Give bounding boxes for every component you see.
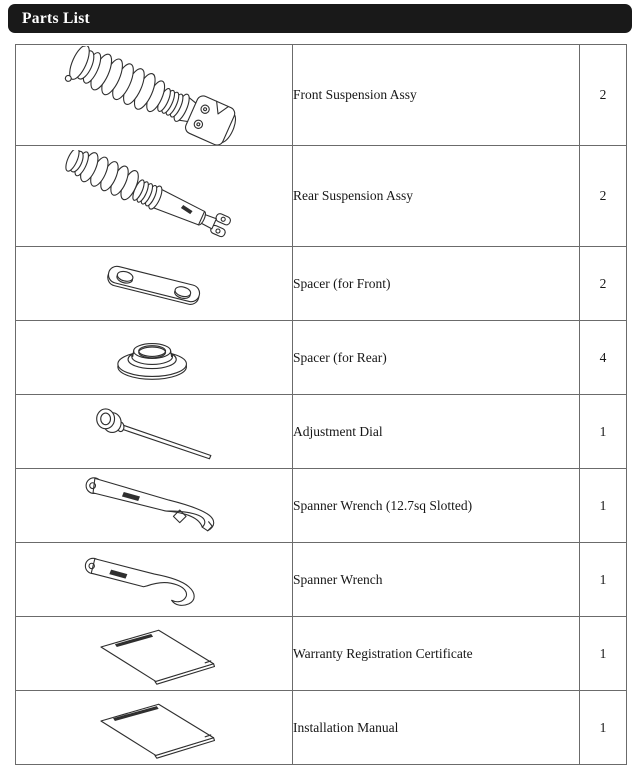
table-row [16,247,627,321]
table-row [16,45,627,146]
part-qty: 4 [580,321,627,395]
warranty-certificate-illustration [84,620,224,687]
part-image-cell [16,691,293,765]
part-image-cell [16,321,293,395]
front-spacer-illustration [84,256,224,312]
part-name: Front Suspension Assy [293,45,580,146]
installation-manual-illustration [84,694,224,761]
part-image-cell [16,247,293,321]
table-row [16,691,627,765]
part-qty: 2 [580,247,627,321]
part-name: Adjustment Dial [293,395,580,469]
part-name: Rear Suspension Assy [293,146,580,247]
parts-table [15,44,627,765]
part-name: Spanner Wrench [293,543,580,617]
part-name: Warranty Registration Certificate [293,617,580,691]
part-image-cell [16,395,293,469]
table-row [16,469,627,543]
part-image-cell [16,45,293,146]
part-name: Spanner Wrench (12.7sq Slotted) [293,469,580,543]
table-row [16,146,627,247]
slotted-spanner-wrench-illustration [75,472,233,539]
table-row [16,543,627,617]
part-qty: 2 [580,146,627,247]
part-qty: 2 [580,45,627,146]
part-qty: 1 [580,617,627,691]
hook-spanner-wrench-illustration [75,546,233,613]
part-qty: 1 [580,543,627,617]
part-qty: 1 [580,469,627,543]
table-row [16,395,627,469]
page-title: Parts List [22,9,91,27]
part-image-cell [16,146,293,247]
part-qty: 1 [580,691,627,765]
part-qty: 1 [580,395,627,469]
parts-list-header [8,4,632,33]
part-image-cell [16,469,293,543]
table-row [16,321,627,395]
rear-spacer-illustration [98,326,210,389]
front-suspension-assy-illustration [48,46,260,145]
table-row [16,617,627,691]
adjustment-dial-illustration [81,401,227,463]
part-name: Spacer (for Front) [293,247,580,321]
rear-suspension-assy-illustration [48,150,260,242]
part-image-cell [16,617,293,691]
part-name: Installation Manual [293,691,580,765]
part-image-cell [16,543,293,617]
part-name: Spacer (for Rear) [293,321,580,395]
